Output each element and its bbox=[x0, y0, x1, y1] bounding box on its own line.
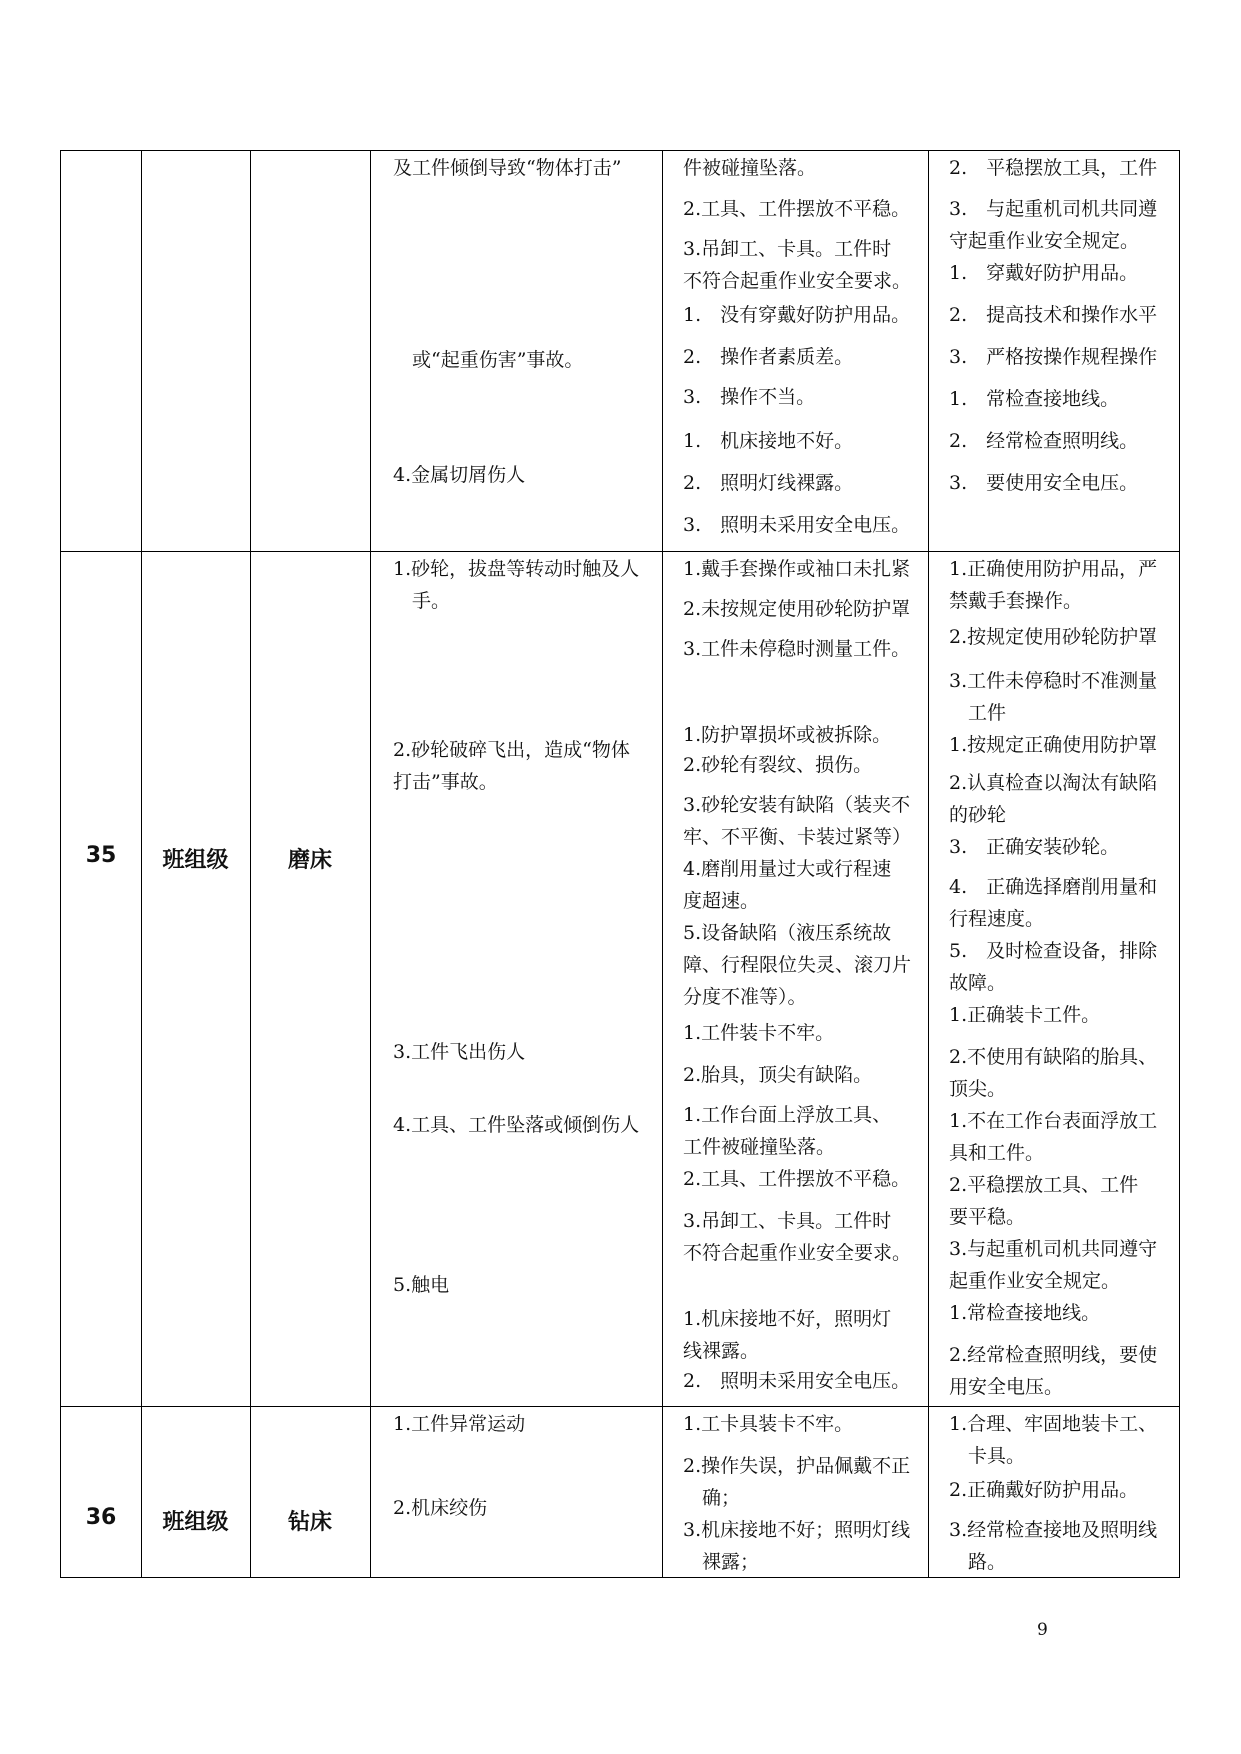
cause-text: 2. 操作者素质差。 bbox=[683, 346, 854, 368]
cause-text: 件被碰撞坠落。 bbox=[683, 157, 817, 179]
cause-text: 确； bbox=[683, 1487, 741, 1509]
cause-text: 度超速。 bbox=[683, 890, 760, 912]
cause-text: 1. 没有穿戴好防护用品。 bbox=[683, 304, 911, 326]
measure-text: 1. 穿戴好防护用品。 bbox=[949, 262, 1139, 284]
measure-text: 4. 正确选择磨削用量和 bbox=[949, 876, 1158, 898]
cause-text: 2.未按规定使用砂轮防护罩 bbox=[683, 598, 911, 620]
cause-text: 3.砂轮安装有缺陷（装夹不 bbox=[683, 794, 911, 816]
row-number: 36 bbox=[85, 1505, 117, 1530]
hazard-cell bbox=[390, 552, 660, 1405]
cause-text: 1.工件装卡不牢。 bbox=[683, 1022, 835, 1044]
hazard-text: 4.金属切屑伤人 bbox=[393, 464, 526, 486]
measure-text: 3. 与起重机司机共同遵 bbox=[949, 198, 1158, 220]
measure-text: 5. 及时检查设备，排除 bbox=[949, 940, 1158, 962]
cause-text: 不符合起重作业安全要求。 bbox=[683, 270, 912, 292]
measure-text: 3. 严格按操作规程操作 bbox=[949, 346, 1158, 368]
hazard-text: 3.工件飞出伤人 bbox=[393, 1041, 526, 1063]
measure-text: 路。 bbox=[949, 1551, 1007, 1573]
cause-text: 2.工具、工件摆放不平稳。 bbox=[683, 1168, 911, 1190]
cause-text: 3.工件未停稳时测量工件。 bbox=[683, 638, 911, 660]
measure-text: 故障。 bbox=[949, 972, 1007, 994]
cause-text: 3.吊卸工、卡具。工件时 bbox=[683, 1210, 892, 1232]
cause-text: 分度不准等）。 bbox=[683, 986, 807, 1008]
cause-cell bbox=[680, 552, 926, 1405]
cause-text: 2.操作失误，护品佩戴不正 bbox=[683, 1455, 911, 1477]
hazard-text: 或“起重伤害”事故。 bbox=[393, 349, 584, 371]
measure-text: 卡具。 bbox=[949, 1445, 1026, 1467]
hazard-text: 1.砂轮，拔盘等转动时触及人 bbox=[393, 558, 640, 580]
hazard-text: 1.工件异常运动 bbox=[393, 1413, 526, 1435]
cause-text: 2. 照明未采用安全电压。 bbox=[683, 1370, 911, 1392]
hazard-text: 5.触电 bbox=[393, 1274, 450, 1296]
row-number: 35 bbox=[85, 843, 117, 868]
cause-text: 5.设备缺陷（液压系统故 bbox=[683, 922, 892, 944]
measure-text: 工件 bbox=[949, 702, 1007, 724]
cause-text: 2.胎具，顶尖有缺陷。 bbox=[683, 1064, 873, 1086]
cause-text: 裸露； bbox=[683, 1551, 760, 1573]
measure-text: 2.平稳摆放工具、工件 bbox=[949, 1174, 1139, 1196]
measure-text: 1.正确装卡工件。 bbox=[949, 1004, 1101, 1026]
cause-text: 牢、不平衡、卡装过紧等） bbox=[683, 826, 912, 848]
equipment-cell: 钻床 bbox=[287, 1510, 332, 1535]
measure-text: 2. 平稳摆放工具，工件 bbox=[949, 157, 1158, 179]
measure-text: 3. 要使用安全电压。 bbox=[949, 472, 1139, 494]
column-divider bbox=[370, 150, 371, 1577]
measure-text: 2. 经常检查照明线。 bbox=[949, 430, 1139, 452]
hazard-text: 手。 bbox=[393, 590, 451, 612]
measure-text: 2.正确戴好防护用品。 bbox=[949, 1479, 1139, 1501]
hazard-text: 4.工具、工件坠落或倾倒伤人 bbox=[393, 1114, 640, 1136]
cause-text: 1.戴手套操作或袖口未扎紧 bbox=[683, 558, 911, 580]
cause-text: 1.机床接地不好，照明灯 bbox=[683, 1308, 892, 1330]
hazard-text: 打击”事故。 bbox=[393, 771, 498, 793]
cause-text: 1.工作台面上浮放工具、 bbox=[683, 1104, 892, 1126]
measure-text: 具和工件。 bbox=[949, 1142, 1045, 1164]
measure-text: 1.不在工作台表面浮放工 bbox=[949, 1110, 1158, 1132]
hazard-text: 2.机床绞伤 bbox=[393, 1497, 488, 1519]
column-divider bbox=[662, 150, 663, 1577]
measure-text: 1.正确使用防护用品，严 bbox=[949, 558, 1158, 580]
measure-text: 禁戴手套操作。 bbox=[949, 590, 1083, 612]
level-cell: 班组级 bbox=[162, 848, 229, 873]
cause-text: 4.磨削用量过大或行程速 bbox=[683, 858, 892, 880]
measure-text: 1.合理、牢固地装卡工、 bbox=[949, 1413, 1158, 1435]
measure-text: 2. 提高技术和操作水平 bbox=[949, 304, 1158, 326]
hazard-cell bbox=[390, 1407, 660, 1576]
measure-text: 行程速度。 bbox=[949, 908, 1045, 930]
measure-text: 2.不使用有缺陷的胎具、 bbox=[949, 1046, 1158, 1068]
measure-text: 1.常检查接地线。 bbox=[949, 1302, 1101, 1324]
cause-text: 3.机床接地不好；照明灯线 bbox=[683, 1519, 911, 1541]
cause-text: 1.防护罩损坏或被拆除。 bbox=[683, 724, 892, 746]
measure-text: 起重作业安全规定。 bbox=[949, 1270, 1121, 1292]
cause-text: 不符合起重作业安全要求。 bbox=[683, 1242, 912, 1264]
measure-text: 3. 正确安装砂轮。 bbox=[949, 836, 1120, 858]
level-cell: 班组级 bbox=[162, 1510, 229, 1535]
cause-text: 2.砂轮有裂纹、损伤。 bbox=[683, 754, 873, 776]
cause-text: 1.工卡具装卡不牢。 bbox=[683, 1413, 854, 1435]
cause-text: 3. 操作不当。 bbox=[683, 386, 816, 408]
cause-text: 工件被碰撞坠落。 bbox=[683, 1136, 836, 1158]
cause-text: 3. 照明未采用安全电压。 bbox=[683, 514, 911, 536]
measure-text: 3.工件未停稳时不准测量 bbox=[949, 670, 1158, 692]
measure-text: 2.经常检查照明线，要使 bbox=[949, 1344, 1158, 1366]
hazard-cell bbox=[390, 150, 660, 550]
cause-text: 2.工具、工件摆放不平稳。 bbox=[683, 198, 911, 220]
measure-text: 3.经常检查接地及照明线 bbox=[949, 1519, 1158, 1541]
measure-text: 用安全电压。 bbox=[949, 1376, 1064, 1398]
measure-text: 顶尖。 bbox=[949, 1078, 1007, 1100]
equipment-cell: 磨床 bbox=[287, 848, 332, 873]
measure-text: 2.认真检查以淘汰有缺陷 bbox=[949, 772, 1158, 794]
measure-text: 1. 常检查接地线。 bbox=[949, 388, 1120, 410]
cause-text: 障、行程限位失灵、滚刀片 bbox=[683, 954, 912, 976]
measure-cell bbox=[946, 1407, 1178, 1576]
cause-cell bbox=[680, 150, 926, 550]
measure-cell bbox=[946, 150, 1178, 550]
measure-text: 的砂轮 bbox=[949, 804, 1007, 826]
cause-text: 1. 机床接地不好。 bbox=[683, 430, 854, 452]
measure-text: 1.按规定正确使用防护罩 bbox=[949, 734, 1158, 756]
cause-text: 3.吊卸工、卡具。工件时 bbox=[683, 238, 892, 260]
measure-text: 要平稳。 bbox=[949, 1206, 1026, 1228]
table-bottom-border bbox=[60, 1577, 1180, 1578]
measure-text: 2.按规定使用砂轮防护罩 bbox=[949, 626, 1158, 648]
hazard-text: 2.砂轮破碎飞出，造成“物体 bbox=[393, 739, 630, 761]
hazard-text: 及工件倾倒导致“物体打击” bbox=[393, 157, 622, 179]
column-divider bbox=[928, 150, 929, 1577]
cause-text: 2. 照明灯线裸露。 bbox=[683, 472, 854, 494]
measure-cell bbox=[946, 552, 1178, 1405]
page-number: 9 bbox=[1037, 1620, 1048, 1640]
measure-text: 守起重作业安全规定。 bbox=[949, 230, 1140, 252]
cause-cell bbox=[680, 1407, 926, 1576]
cause-text: 线裸露。 bbox=[683, 1340, 760, 1362]
measure-text: 3.与起重机司机共同遵守 bbox=[949, 1238, 1158, 1260]
